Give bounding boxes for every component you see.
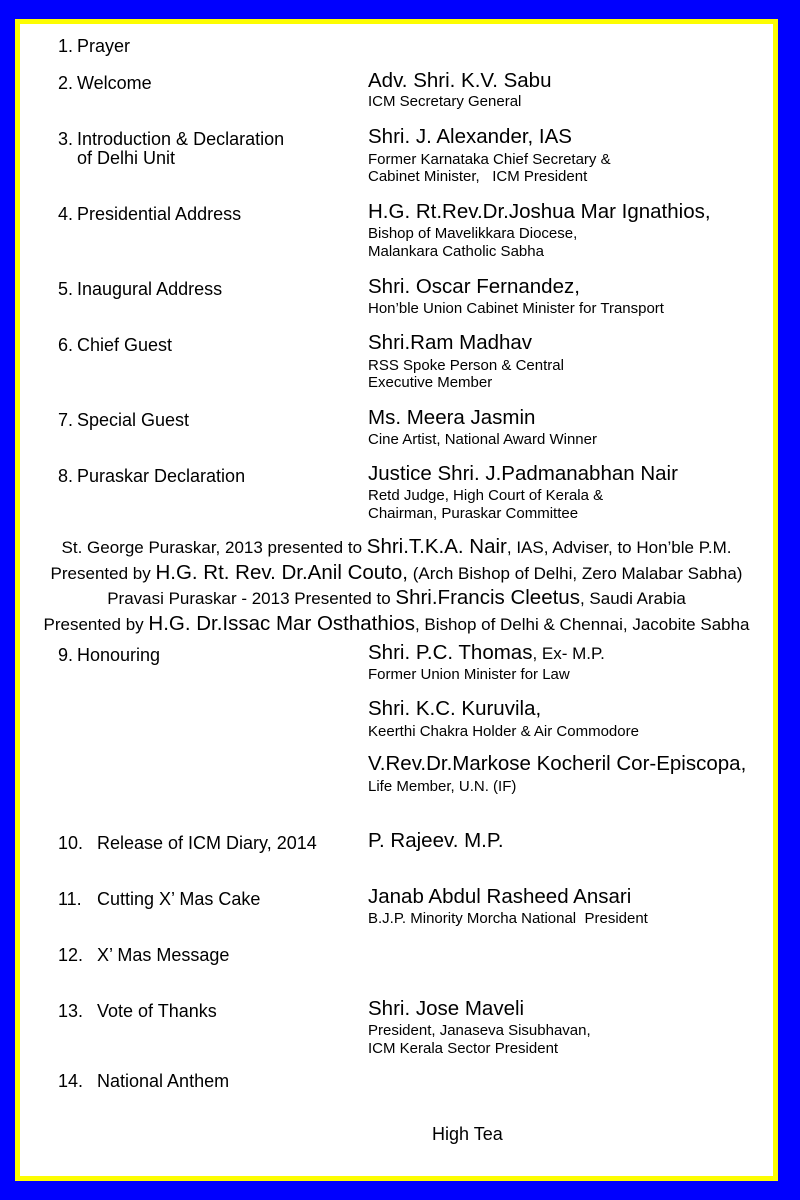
honouree-name: Shri. P.C. Thomas <box>368 641 533 664</box>
speaker-name: H.G. Rt.Rev.Dr.Joshua Mar Ignathios, <box>368 200 711 223</box>
item-number: 14. <box>58 1071 84 1091</box>
item-label: Prayer <box>77 36 131 56</box>
agenda-item-3 <box>58 130 284 148</box>
award-text: Presented by <box>50 563 156 583</box>
speaker-name: Shri. Jose Maveli <box>368 997 525 1020</box>
award-line-1 <box>20 535 773 561</box>
speaker-title: Former Union Minister for Law <box>368 666 570 683</box>
award-text: St. George Puraskar, 2013 presented to <box>61 538 367 557</box>
speaker-title: ICM Kerala Sector President <box>368 1040 559 1057</box>
honouree-name: V.Rev.Dr.Markose Kocheril Cor-Episcopa, <box>368 752 747 775</box>
item-label: Chief Guest <box>77 335 173 355</box>
item-label: Inaugural Address <box>77 279 223 299</box>
honouree-title: Keerthi Chakra Holder & Air Commodore <box>368 723 639 740</box>
item-label: Welcome <box>77 73 152 93</box>
speaker-name: Adv. Shri. K.V. Sabu <box>368 69 552 92</box>
award-line-2 <box>20 561 773 587</box>
speaker-name: Ms. Meera Jasmin <box>368 406 536 429</box>
honouree-name-suffix: , Ex- M.P. <box>532 644 605 663</box>
award-text: Pravasi Puraskar - 2013 Presented to <box>107 589 396 608</box>
item-number: 10. <box>58 833 84 853</box>
speaker-title: Executive Member <box>368 374 493 391</box>
speaker-name: Shri. J. Alexander, IAS <box>368 125 572 148</box>
award-text: , Saudi Arabia <box>579 589 686 608</box>
award-line-4 <box>20 612 773 638</box>
agenda-item-2 <box>58 74 152 92</box>
high-tea-note: High Tea <box>432 1124 503 1144</box>
speaker-title: Cabinet Minister, ICM President <box>368 168 588 185</box>
speaker-name: Justice Shri. J.Padmanabhan Nair <box>368 462 678 485</box>
item-label: Cutting X’ Mas Cake <box>97 889 261 909</box>
item-number: 8. <box>58 466 74 486</box>
speaker-name <box>368 643 605 664</box>
speaker-title: President, Janaseva Sisubhavan, <box>368 1022 591 1039</box>
honouree-title: Life Member, U.N. (IF) <box>368 778 517 795</box>
agenda-item-6 <box>58 336 172 354</box>
award-text: Presented by <box>43 614 149 634</box>
item-label: Presidential Address <box>77 204 242 224</box>
speaker-title: B.J.P. Minority Morcha National President <box>368 910 648 927</box>
award-presenter: H.G. Rt. Rev. Dr.Anil Couto, <box>155 560 408 584</box>
speaker-title: Retd Judge, High Court of Kerala & <box>368 487 604 504</box>
agenda-item-12 <box>58 946 229 964</box>
speaker-title: Chairman, Puraskar Committee <box>368 505 579 522</box>
award-recipient: Shri.T.K.A. Nair <box>366 535 507 558</box>
award-presenter: H.G. Dr.Issac Mar Osthathios <box>148 611 415 635</box>
speaker-title: Cine Artist, National Award Winner <box>368 431 597 448</box>
agenda-item-7 <box>58 411 189 429</box>
item-number: 3. <box>58 129 74 149</box>
award-text: , IAS, Adviser, to Hon’ble P.M. <box>506 538 732 557</box>
speaker-title: Former Karnataka Chief Secretary & <box>368 151 611 168</box>
agenda-item-10 <box>58 834 317 852</box>
agenda-item-4 <box>58 205 241 223</box>
item-label: Honouring <box>77 645 161 665</box>
agenda-item-14 <box>58 1072 229 1090</box>
speaker-title: Bishop of Mavelikkara Diocese, <box>368 225 578 242</box>
item-number: 12. <box>58 945 84 965</box>
speaker-title: RSS Spoke Person & Central <box>368 357 564 374</box>
item-label: Release of ICM Diary, 2014 <box>97 833 317 853</box>
award-text: , Bishop of Delhi & Chennai, Jacobite Sabha <box>414 614 750 634</box>
item-label: National Anthem <box>97 1071 230 1091</box>
award-line-3 <box>20 586 773 612</box>
item-number: 2. <box>58 73 74 93</box>
agenda-item-13 <box>58 1002 217 1020</box>
honouree-name: Shri. K.C. Kuruvila, <box>368 697 542 720</box>
award-recipient: Shri.Francis Cleetus <box>395 586 580 609</box>
item-label: Special Guest <box>77 410 190 430</box>
speaker-name: Shri.Ram Madhav <box>368 331 533 354</box>
item-number: 6. <box>58 335 74 355</box>
agenda-item-8 <box>58 467 245 485</box>
item-label: Puraskar Declaration <box>77 466 246 486</box>
item-label: Vote of Thanks <box>97 1001 217 1021</box>
item-label: Introduction & Declaration <box>77 129 285 149</box>
agenda-item-11 <box>58 890 260 908</box>
item-number: 9. <box>58 645 74 665</box>
speaker-name: P. Rajeev. M.P. <box>368 829 504 852</box>
speaker-title: ICM Secretary General <box>368 93 522 110</box>
speaker-title: Malankara Catholic Sabha <box>368 243 544 260</box>
item-number: 11. <box>58 889 82 909</box>
award-text: (Arch Bishop of Delhi, Zero Malabar Sabha) <box>407 563 743 583</box>
program-sheet <box>15 19 778 1181</box>
item-number: 13. <box>58 1001 84 1021</box>
item-number: 5. <box>58 279 74 299</box>
agenda-item-5 <box>58 280 222 298</box>
item-number: 4. <box>58 204 74 224</box>
agenda-item-1 <box>58 37 130 55</box>
speaker-title: Hon’ble Union Cabinet Minister for Transport <box>368 300 664 317</box>
agenda-item-9 <box>58 646 160 664</box>
speaker-name: Janab Abdul Rasheed Ansari <box>368 885 632 908</box>
item-number: 7. <box>58 410 74 430</box>
award-announcements <box>20 535 773 637</box>
item-label: X’ Mas Message <box>97 945 230 965</box>
item-number: 1. <box>58 36 74 56</box>
speaker-name: Shri. Oscar Fernandez, <box>368 275 580 298</box>
agenda-item-3-label-line2: of Delhi Unit <box>77 148 176 168</box>
